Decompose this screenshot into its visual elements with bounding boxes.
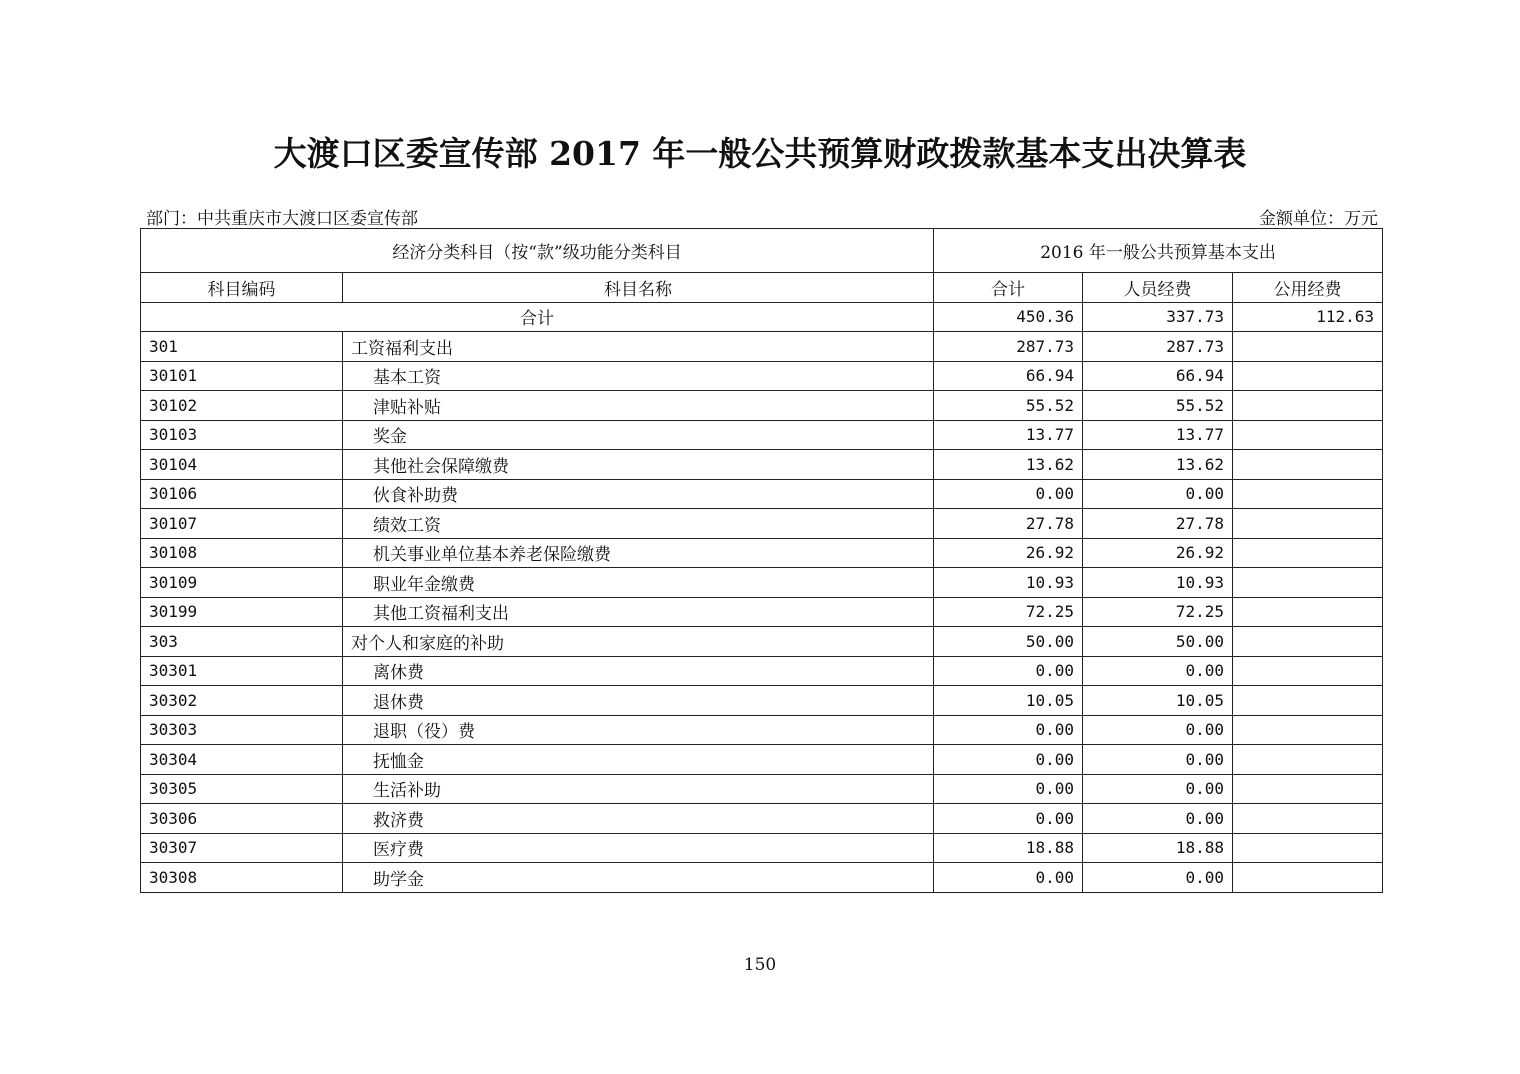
- row-code: 30304: [141, 745, 343, 775]
- row-public: [1233, 509, 1383, 539]
- row-personnel: 0.00: [1083, 804, 1233, 834]
- row-personnel: 0.00: [1083, 656, 1233, 686]
- row-name: 绩效工资: [343, 509, 934, 539]
- row-public: [1233, 597, 1383, 627]
- row-total: 0.00: [934, 804, 1083, 834]
- table-row: [141, 391, 1383, 421]
- row-personnel: 0.00: [1083, 774, 1233, 804]
- table-row: [141, 627, 1383, 657]
- table-row: [141, 715, 1383, 745]
- row-total: 0.00: [934, 479, 1083, 509]
- row-name: 抚恤金: [343, 745, 934, 775]
- row-total: 27.78: [934, 509, 1083, 539]
- table-row: [141, 597, 1383, 627]
- row-personnel: 0.00: [1083, 715, 1233, 745]
- row-name: 离休费: [343, 656, 934, 686]
- row-public: [1233, 804, 1383, 834]
- row-personnel: 26.92: [1083, 538, 1233, 568]
- row-public: [1233, 450, 1383, 480]
- row-total: 0.00: [934, 745, 1083, 775]
- column-header-name: 科目名称: [343, 273, 934, 303]
- row-code: 303: [141, 627, 343, 657]
- row-name: 工资福利支出: [343, 332, 934, 362]
- row-personnel: 66.94: [1083, 361, 1233, 391]
- row-code: 30301: [141, 656, 343, 686]
- column-header-code: 科目编码: [141, 273, 343, 303]
- table-row: [141, 420, 1383, 450]
- row-public: [1233, 568, 1383, 598]
- row-code: 30306: [141, 804, 343, 834]
- row-total: 13.62: [934, 450, 1083, 480]
- row-public: [1233, 420, 1383, 450]
- column-header-total: 合计: [934, 273, 1083, 303]
- row-code: 30104: [141, 450, 343, 480]
- row-personnel: 72.25: [1083, 597, 1233, 627]
- row-name: 助学金: [343, 863, 934, 893]
- row-name: 其他工资福利支出: [343, 597, 934, 627]
- department-label: 部门：中共重庆市大渡口区委宣传部: [146, 209, 418, 229]
- row-code: 30101: [141, 361, 343, 391]
- row-public: [1233, 361, 1383, 391]
- row-name: 津贴补贴: [343, 391, 934, 421]
- row-personnel: 287.73: [1083, 332, 1233, 362]
- row-name: 退职（役）费: [343, 715, 934, 745]
- table-row: [141, 745, 1383, 775]
- row-total: 18.88: [934, 833, 1083, 863]
- row-total: 66.94: [934, 361, 1083, 391]
- row-total: 0.00: [934, 774, 1083, 804]
- row-code: 30108: [141, 538, 343, 568]
- row-name: 奖金: [343, 420, 934, 450]
- row-name: 对个人和家庭的补助: [343, 627, 934, 657]
- row-public: [1233, 538, 1383, 568]
- row-total: 10.05: [934, 686, 1083, 716]
- table-row: [141, 479, 1383, 509]
- total-row-personnel: 337.73: [1083, 302, 1233, 332]
- row-total: 0.00: [934, 656, 1083, 686]
- row-code: 30109: [141, 568, 343, 598]
- row-code: 30308: [141, 863, 343, 893]
- total-row-label: 合计: [141, 302, 934, 332]
- row-total: 13.77: [934, 420, 1083, 450]
- column-header-personnel: 人员经费: [1083, 273, 1233, 303]
- row-total: 287.73: [934, 332, 1083, 362]
- row-public: [1233, 332, 1383, 362]
- row-name: 职业年金缴费: [343, 568, 934, 598]
- row-total: 55.52: [934, 391, 1083, 421]
- row-public: [1233, 715, 1383, 745]
- total-row-public: 112.63: [1233, 302, 1383, 332]
- page-title: 大渡口区委宣传部 2017 年一般公共预算财政拨款基本支出决算表: [273, 134, 1247, 173]
- row-name: 机关事业单位基本养老保险缴费: [343, 538, 934, 568]
- table-row: [141, 804, 1383, 834]
- table-row: [141, 332, 1383, 362]
- row-total: 10.93: [934, 568, 1083, 598]
- row-personnel: 18.88: [1083, 833, 1233, 863]
- group-header-economic: 经济分类科目（按“款”级功能分类科目: [141, 229, 934, 273]
- row-code: 30302: [141, 686, 343, 716]
- group-header-budget: 2016 年一般公共预算基本支出: [934, 229, 1383, 273]
- table-row: [141, 774, 1383, 804]
- table-row: [141, 450, 1383, 480]
- row-personnel: 55.52: [1083, 391, 1233, 421]
- total-row-total: 450.36: [934, 302, 1083, 332]
- row-personnel: 0.00: [1083, 863, 1233, 893]
- column-header-row: [141, 273, 1383, 303]
- row-code: 30305: [141, 774, 343, 804]
- group-header-row: [141, 229, 1383, 273]
- row-code: 30303: [141, 715, 343, 745]
- row-public: [1233, 863, 1383, 893]
- row-code: 30106: [141, 479, 343, 509]
- row-code: 30103: [141, 420, 343, 450]
- row-total: 72.25: [934, 597, 1083, 627]
- table-row: [141, 863, 1383, 893]
- row-code: 30199: [141, 597, 343, 627]
- row-code: 301: [141, 332, 343, 362]
- row-total: 26.92: [934, 538, 1083, 568]
- row-personnel: 13.62: [1083, 450, 1233, 480]
- row-name: 其他社会保障缴费: [343, 450, 934, 480]
- row-public: [1233, 479, 1383, 509]
- row-personnel: 50.00: [1083, 627, 1233, 657]
- row-public: [1233, 745, 1383, 775]
- row-code: 30107: [141, 509, 343, 539]
- row-public: [1233, 627, 1383, 657]
- row-public: [1233, 774, 1383, 804]
- page-number: 150: [743, 955, 777, 975]
- row-name: 医疗费: [343, 833, 934, 863]
- row-total: 50.00: [934, 627, 1083, 657]
- table-row: [141, 538, 1383, 568]
- row-public: [1233, 391, 1383, 421]
- budget-table: [140, 228, 1383, 893]
- table-row: [141, 568, 1383, 598]
- row-public: [1233, 833, 1383, 863]
- table-row: [141, 686, 1383, 716]
- row-personnel: 13.77: [1083, 420, 1233, 450]
- row-code: 30102: [141, 391, 343, 421]
- total-row: [141, 302, 1383, 332]
- row-public: [1233, 656, 1383, 686]
- row-name: 伙食补助费: [343, 479, 934, 509]
- row-personnel: 10.05: [1083, 686, 1233, 716]
- row-total: 0.00: [934, 863, 1083, 893]
- row-name: 基本工资: [343, 361, 934, 391]
- table-row: [141, 833, 1383, 863]
- row-code: 30307: [141, 833, 343, 863]
- row-personnel: 0.00: [1083, 745, 1233, 775]
- unit-label: 金额单位：万元: [1259, 209, 1378, 229]
- table-row: [141, 361, 1383, 391]
- row-public: [1233, 686, 1383, 716]
- table-row: [141, 656, 1383, 686]
- row-name: 生活补助: [343, 774, 934, 804]
- row-name: 救济费: [343, 804, 934, 834]
- table-row: [141, 509, 1383, 539]
- column-header-public: 公用经费: [1233, 273, 1383, 303]
- row-total: 0.00: [934, 715, 1083, 745]
- row-personnel: 10.93: [1083, 568, 1233, 598]
- row-name: 退休费: [343, 686, 934, 716]
- row-personnel: 27.78: [1083, 509, 1233, 539]
- row-personnel: 0.00: [1083, 479, 1233, 509]
